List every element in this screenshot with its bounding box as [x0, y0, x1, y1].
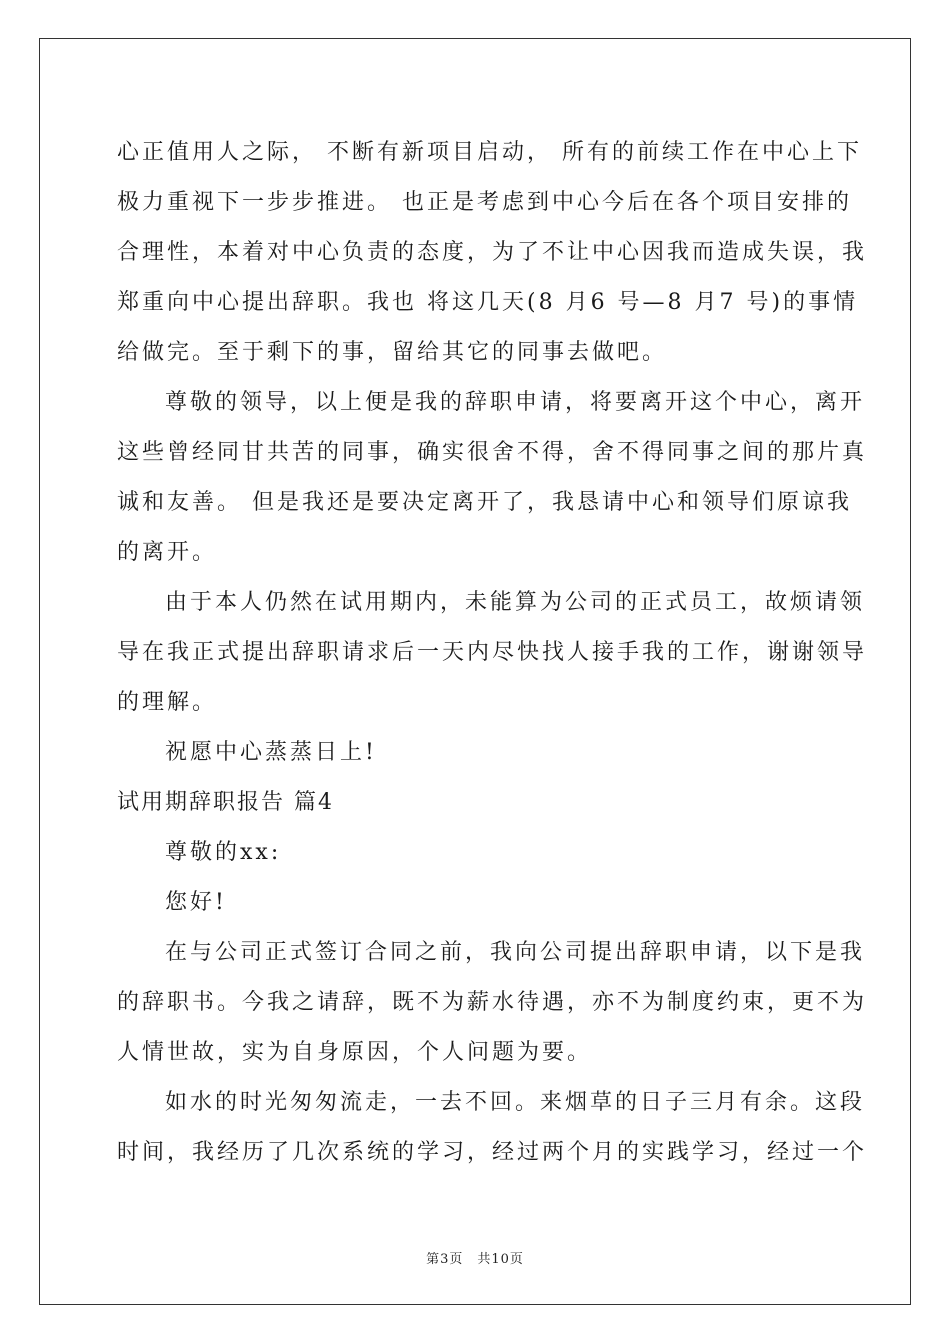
paragraph-line: 您好! — [165, 890, 227, 915]
page-footer: 第3页 共10页 — [426, 1252, 524, 1267]
paragraph-line: 祝愿中心蒸蒸日上! — [165, 740, 377, 765]
paragraph-line: 人情世故，实为自身原因，个人问题为要。 — [117, 1040, 593, 1065]
paragraph-line: 尊敬的领导，以上便是我的辞职申请，将要离开这个中心，离开 — [165, 390, 866, 415]
paragraph-line: 由于本人仍然在试用期内，未能算为公司的正式员工，故烦请领 — [165, 590, 866, 615]
paragraph-line: 这些曾经同甘共苦的同事，确实很舍不得，舍不得同事之间的那片真 — [117, 440, 868, 465]
section-heading: 试用期辞职报告 篇4 — [117, 790, 334, 815]
paragraph-line: 尊敬的xx: — [165, 840, 282, 865]
paragraph-line: 时间，我经历了几次系统的学习，经过两个月的实践学习，经过一个 — [117, 1140, 868, 1165]
paragraph-line: 给做完。至于剩下的事，留给其它的同事去做吧。 — [117, 340, 668, 365]
paragraph-line: 的理解。 — [117, 690, 218, 715]
paragraph-line: 极力重视下一步步推进。 也正是考虑到中心今后在各个项目安排的 — [117, 190, 852, 215]
paragraph-line: 郑重向中心提出辞职。我也 将这几天(8 月6 号—8 月7 号)的事情 — [117, 290, 859, 315]
paragraph-line: 诚和友善。 但是我还是要决定离开了，我恳请中心和领导们原谅我 — [117, 490, 852, 515]
paragraph-line: 如水的时光匆匆流走，一去不回。来烟草的日子三月有余。这段 — [165, 1090, 866, 1115]
paragraph-line: 心正值用人之际， 不断有新项目启动， 所有的前续工作在中心上下 — [117, 140, 862, 165]
paragraph-line: 在与公司正式签订合同之前，我向公司提出辞职申请，以下是我 — [165, 940, 866, 965]
paragraph-line: 合理性，本着对中心负责的态度，为了不让中心因我而造成失误，我 — [117, 240, 868, 265]
document-body — [117, 128, 868, 1178]
paragraph-line: 的辞职书。今我之请辞，既不为薪水待遇，亦不为制度约束，更不为 — [117, 990, 868, 1015]
paragraph-line: 的离开。 — [117, 540, 218, 565]
paragraph-line: 导在我正式提出辞职请求后一天内尽快找人接手我的工作，谢谢领导 — [117, 640, 868, 665]
